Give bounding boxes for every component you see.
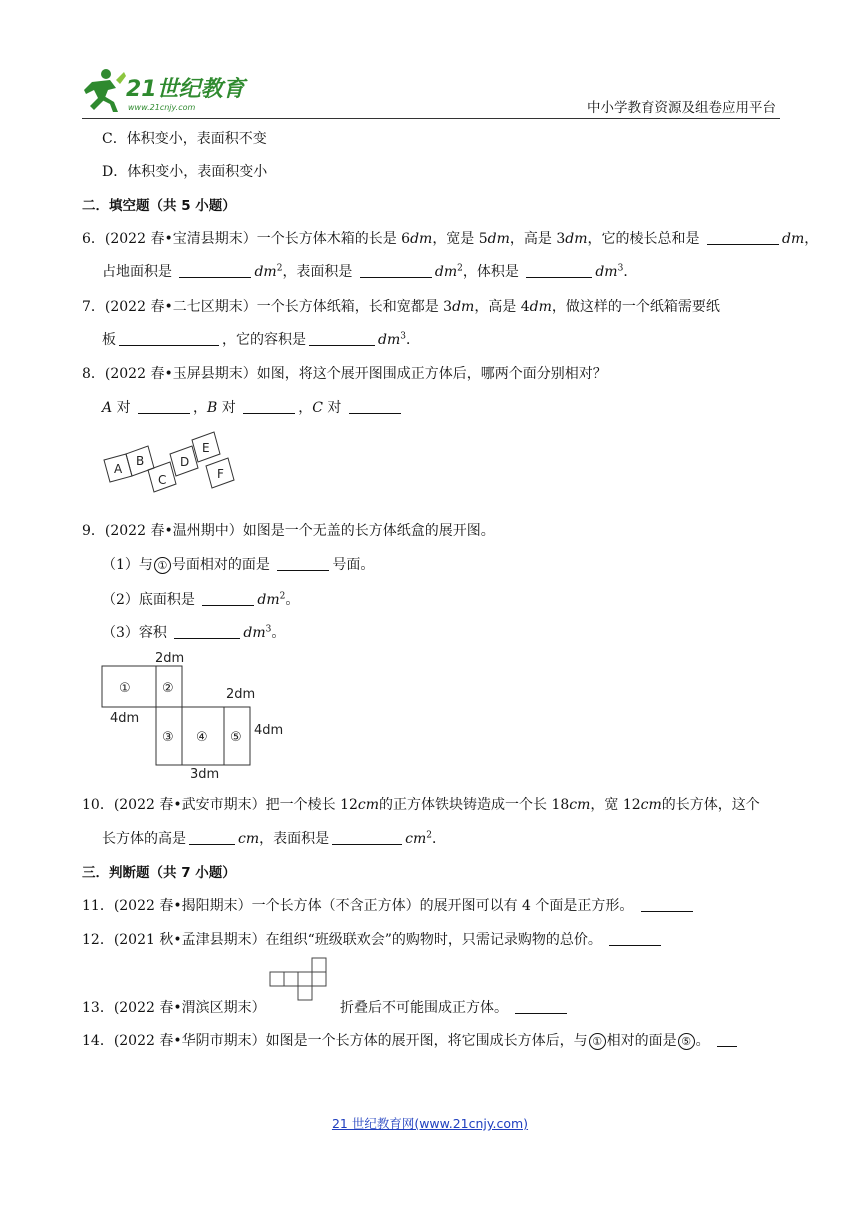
question-10-line-1: 10．(2022 春•武安市期末）把一个棱长 12cm的正方体铁块铸造成一个长 18cm，宽 12cm的长方体，这个 xyxy=(82,797,760,813)
question-7-line-1: 7．(2022 春•二七区期末）一个长方体纸箱，长和宽都是 3dm，高是 4dm，做这样的一个纸箱需要纸 xyxy=(82,299,720,315)
platform-title: 中小学教育资源及组卷应用平台 xyxy=(587,100,776,116)
net-face-a: A xyxy=(114,462,123,476)
question-9-text: 9．(2022 春•温州期中）如图是一个无盖的长方体纸盒的展开图。 xyxy=(82,523,495,539)
q12-answer-blank[interactable] xyxy=(609,931,661,946)
box-face-4: ④ xyxy=(196,730,208,745)
dim-label-left: 4dm xyxy=(110,711,140,726)
q6-answer-blank-1[interactable] xyxy=(707,230,779,245)
section-fill-heading: 二．填空题（共 5 小题） xyxy=(82,198,236,214)
q9-answer-blank-1[interactable] xyxy=(277,556,329,571)
section-judge-heading: 三．判断题（共 7 小题） xyxy=(82,865,236,881)
question-8-blanks: A 对 ，B 对 ，C 对 xyxy=(102,397,404,417)
net-face-c: C xyxy=(158,473,167,487)
q7-answer-blank-1[interactable] xyxy=(119,331,219,346)
dim-label-right: 4dm xyxy=(254,723,284,738)
box-face-5: ⑤ xyxy=(230,730,242,745)
q9-answer-blank-3[interactable] xyxy=(174,624,240,639)
q10-answer-blank-1[interactable] xyxy=(189,830,235,845)
q7-answer-blank-2[interactable] xyxy=(309,331,375,346)
net-face-d: D xyxy=(180,455,190,469)
site-logo xyxy=(80,66,255,116)
box-face-1: ① xyxy=(119,681,131,696)
q9-box-net-figure xyxy=(100,648,290,786)
q6-answer-blank-3[interactable] xyxy=(360,263,432,278)
net-face-f: F xyxy=(217,467,224,481)
q13-cube-net-figure xyxy=(268,956,340,1020)
question-13: 13．(2022 春•渭滨区期末） xyxy=(82,1000,266,1016)
dim-label-bottom: 3dm xyxy=(190,767,220,782)
logo-url: www.21cnjy.com xyxy=(128,103,196,112)
q11-answer-blank[interactable] xyxy=(641,897,693,912)
q8-answer-blank-b[interactable] xyxy=(243,399,295,414)
runner-icon xyxy=(84,69,126,112)
header-divider xyxy=(82,118,780,119)
q8-answer-blank-c[interactable] xyxy=(349,399,401,414)
box-face-2: ② xyxy=(162,681,174,696)
q14-answer-blank[interactable] xyxy=(717,1032,737,1047)
footer-link[interactable]: 21 世纪教育网(www.21cnjy.com) xyxy=(331,1116,529,1131)
q10-answer-blank-2[interactable] xyxy=(332,830,402,845)
question-6-line-2: 占地面积是 $dm^2$，表面积是 $dm^2$，体积是 $dm^3$． xyxy=(102,263,638,280)
question-11: 11．(2022 春•揭阳期末）一个长方体（不含正方体）的展开图可以有 4 个面是正方形。 xyxy=(82,895,696,915)
q8-answer-blank-a[interactable] xyxy=(138,399,190,414)
q8-cube-net-figure xyxy=(100,430,250,506)
logo-text: 21世纪教育 xyxy=(126,77,245,102)
question-8-text: 8．(2022 春•玉屏县期末）如图，将这个展开图围成正方体后，哪两个面分别相对？ xyxy=(82,366,607,382)
question-9-sub-3: （3）容积 $dm^3$。 xyxy=(102,624,286,641)
net-face-e: E xyxy=(202,441,210,455)
q13-answer-blank[interactable] xyxy=(515,999,567,1014)
q9-answer-blank-2[interactable] xyxy=(202,591,254,606)
dim-label-top: 2dm xyxy=(155,651,185,666)
net-face-b: B xyxy=(136,454,145,468)
option-c: C．体积变小，表面积不变 xyxy=(102,131,267,147)
box-face-3: ③ xyxy=(162,730,174,745)
question-7-line-2: 板 ，它的容积是 $dm^3$． xyxy=(102,331,420,348)
question-9-sub-1: （1）与 ① 号面相对的面是 号面。 xyxy=(102,557,375,573)
q6-answer-blank-4[interactable] xyxy=(526,263,592,278)
q6-answer-blank-2[interactable] xyxy=(179,263,251,278)
option-d: D．体积变小，表面积变小 xyxy=(102,164,268,180)
question-6-line-1: 6．(2022 春•宝清县期末）一个长方体木箱的长是 6dm，宽是 5dm，高是 3dm，它的棱长总和是 dm， xyxy=(82,231,819,247)
question-14: 14．(2022 春•华阴市期末）如图是一个长方体的展开图，将它围成长方体后，与 ① 相对的面是 ⑤ 。 xyxy=(82,1030,740,1050)
question-13-tail: 折叠后不可能围成正方体。 xyxy=(340,997,570,1017)
question-10-line-2: 长方体的高是 cm，表面积是 $cm^2$． xyxy=(102,830,446,847)
question-12: 12．(2021 秋•孟津县期末）在组织“班级联欢会”的购物时，只需记录购物的总价。 xyxy=(82,929,664,949)
question-9-sub-2: （2）底面积是 $dm^2$。 xyxy=(102,591,300,608)
dim-label-right-top: 2dm xyxy=(226,687,256,702)
